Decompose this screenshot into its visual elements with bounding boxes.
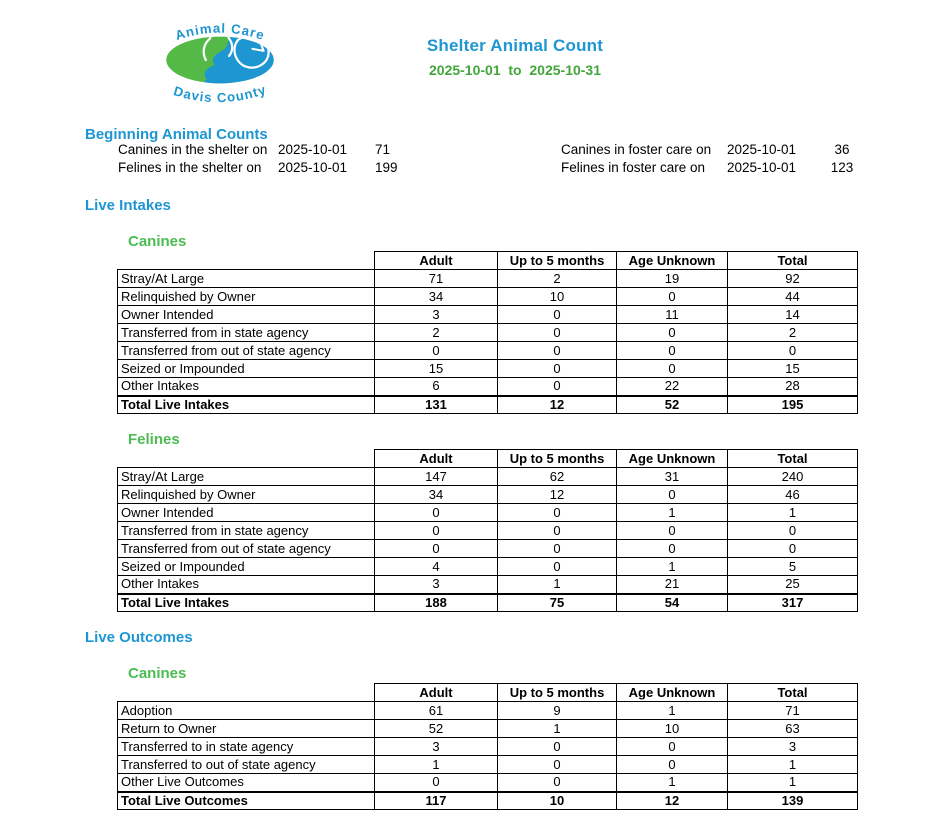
cell-value: 1 <box>728 774 858 792</box>
count-table <box>117 683 858 810</box>
row-label: Relinquished by Owner <box>118 486 375 504</box>
column-header: Total <box>728 450 858 468</box>
row-label: Owner Intended <box>118 504 375 522</box>
table-row <box>118 774 858 792</box>
cell-value: 10 <box>498 288 617 306</box>
cell-value: 0 <box>498 756 617 774</box>
column-header: Up to 5 months <box>498 450 617 468</box>
logo-arc-top-text: Animal Care <box>173 20 267 44</box>
cell-value: 1 <box>617 504 728 522</box>
cell-value: 0 <box>498 558 617 576</box>
count-table <box>117 251 858 414</box>
cell-value: 3 <box>728 738 858 756</box>
cell-value: 15 <box>728 360 858 378</box>
beginning-counts-left <box>118 140 421 176</box>
cell-value: 0 <box>617 540 728 558</box>
column-header: Age Unknown <box>617 684 728 702</box>
row-label: Adoption <box>118 702 375 720</box>
report-date-range: 2025-10-01 to 2025-10-31 <box>429 62 601 78</box>
cell-value: 0 <box>617 756 728 774</box>
row-label: Transferred to out of state agency <box>118 756 375 774</box>
row-label: Seized or Impounded <box>118 360 375 378</box>
column-header: Adult <box>375 450 498 468</box>
cell-value: 195 <box>728 396 858 414</box>
cell-value: 11 <box>617 306 728 324</box>
cell-value: 0 <box>498 504 617 522</box>
row-label: Transferred from in state agency <box>118 324 375 342</box>
cell-value: 75 <box>498 594 617 612</box>
table-row <box>118 702 858 720</box>
beginning-counts-heading: Beginning Animal Counts <box>85 126 268 143</box>
cell-value: 1 <box>498 576 617 594</box>
live-outcomes-heading: Live Outcomes <box>85 629 193 646</box>
table-total-row <box>118 792 858 810</box>
count-value: 199 <box>375 159 398 175</box>
column-header-spacer <box>118 450 375 468</box>
table-header-row <box>118 684 858 702</box>
beginning-counts-right <box>561 140 865 176</box>
column-header: Total <box>728 252 858 270</box>
cell-value: 0 <box>498 324 617 342</box>
row-label: Total Live Intakes <box>118 396 375 414</box>
cell-value: 0 <box>498 360 617 378</box>
row-label: Other Intakes <box>118 576 375 594</box>
table-row <box>118 468 858 486</box>
cell-value: 4 <box>375 558 498 576</box>
column-header: Up to 5 months <box>498 684 617 702</box>
cell-value: 44 <box>728 288 858 306</box>
table-row <box>118 378 858 396</box>
intakes-canines-table <box>117 251 858 414</box>
row-label: Stray/At Large <box>118 468 375 486</box>
cell-value: 0 <box>728 540 858 558</box>
page-title: Shelter Animal Count <box>426 36 604 55</box>
cell-value: 1 <box>728 756 858 774</box>
count-date: 2025-10-01 <box>278 141 348 157</box>
cell-value: 3 <box>375 576 498 594</box>
row-label: Stray/At Large <box>118 270 375 288</box>
table-row <box>118 720 858 738</box>
cell-value: 0 <box>617 738 728 756</box>
count-label: Canines in the shelter on <box>118 141 268 157</box>
intakes-felines-table <box>117 449 858 612</box>
row-label: Return to Owner <box>118 720 375 738</box>
cell-value: 12 <box>617 792 728 810</box>
count-date: 2025-10-01 <box>727 141 797 157</box>
cell-value: 2 <box>375 324 498 342</box>
column-header-spacer <box>118 684 375 702</box>
cell-value: 1 <box>728 504 858 522</box>
cell-value: 0 <box>728 342 858 360</box>
row-label: Transferred from in state agency <box>118 522 375 540</box>
table-header-row <box>118 252 858 270</box>
cell-value: 0 <box>498 342 617 360</box>
count-table <box>117 449 858 612</box>
cell-value: 0 <box>498 522 617 540</box>
cell-value: 2 <box>498 270 617 288</box>
cell-value: 10 <box>617 720 728 738</box>
cell-value: 52 <box>375 720 498 738</box>
cell-value: 0 <box>617 522 728 540</box>
cell-value: 31 <box>617 468 728 486</box>
cell-value: 0 <box>498 774 617 792</box>
cell-value: 3 <box>375 738 498 756</box>
cell-value: 15 <box>375 360 498 378</box>
cell-value: 22 <box>617 378 728 396</box>
cell-value: 52 <box>617 396 728 414</box>
cell-value: 34 <box>375 288 498 306</box>
cell-value: 0 <box>617 288 728 306</box>
cell-value: 25 <box>728 576 858 594</box>
cell-value: 0 <box>375 540 498 558</box>
cell-value: 28 <box>728 378 858 396</box>
intakes-canines-heading: Canines <box>128 233 187 250</box>
cell-value: 92 <box>728 270 858 288</box>
table-row <box>118 558 858 576</box>
count-label: Canines in foster care on <box>561 141 712 157</box>
count-value: 36 <box>834 141 850 157</box>
cell-value: 0 <box>375 522 498 540</box>
column-header: Age Unknown <box>617 450 728 468</box>
count-date: 2025-10-01 <box>278 159 348 175</box>
cell-value: 62 <box>498 468 617 486</box>
cell-value: 0 <box>617 324 728 342</box>
cell-value: 6 <box>375 378 498 396</box>
cell-value: 71 <box>375 270 498 288</box>
cell-value: 3 <box>375 306 498 324</box>
cell-value: 131 <box>375 396 498 414</box>
cell-value: 34 <box>375 486 498 504</box>
cell-value: 21 <box>617 576 728 594</box>
outcomes-canines-heading: Canines <box>128 665 187 682</box>
cell-value: 46 <box>728 486 858 504</box>
table-row <box>118 576 858 594</box>
logo-arc-bottom-text: Davis County <box>171 81 269 106</box>
cell-value: 1 <box>617 774 728 792</box>
cell-value: 63 <box>728 720 858 738</box>
table-row <box>118 522 858 540</box>
logo <box>149 9 291 113</box>
count-value: 123 <box>830 159 854 175</box>
row-label: Seized or Impounded <box>118 558 375 576</box>
cell-value: 0 <box>617 342 728 360</box>
column-header: Total <box>728 684 858 702</box>
table-row <box>118 504 858 522</box>
cell-value: 5 <box>728 558 858 576</box>
table-row <box>118 288 858 306</box>
row-label: Other Live Outcomes <box>118 774 375 792</box>
cell-value: 10 <box>498 792 617 810</box>
row-label: Transferred from out of state agency <box>118 540 375 558</box>
row-label: Transferred to in state agency <box>118 738 375 756</box>
cell-value: 0 <box>728 522 858 540</box>
beginning-count-row <box>118 140 421 158</box>
row-label: Total Live Intakes <box>118 594 375 612</box>
table-row <box>118 324 858 342</box>
column-header: Age Unknown <box>617 252 728 270</box>
table-row <box>118 486 858 504</box>
table-total-row <box>118 396 858 414</box>
live-intakes-heading: Live Intakes <box>85 197 171 214</box>
intakes-felines-heading: Felines <box>128 431 180 448</box>
cell-value: 0 <box>498 738 617 756</box>
cell-value: 9 <box>498 702 617 720</box>
cell-value: 0 <box>375 504 498 522</box>
table-row <box>118 738 858 756</box>
table-header-row <box>118 450 858 468</box>
cell-value: 188 <box>375 594 498 612</box>
beginning-count-row <box>561 140 865 158</box>
cell-value: 61 <box>375 702 498 720</box>
count-label: Felines in foster care on <box>561 159 706 175</box>
table-row <box>118 342 858 360</box>
report-header <box>350 36 680 78</box>
beginning-count-row <box>561 158 865 176</box>
cell-value: 0 <box>375 774 498 792</box>
cell-value: 1 <box>617 702 728 720</box>
cell-value: 317 <box>728 594 858 612</box>
row-label: Transferred from out of state agency <box>118 342 375 360</box>
count-label: Felines in the shelter on <box>118 159 262 175</box>
column-header: Up to 5 months <box>498 252 617 270</box>
row-label: Other Intakes <box>118 378 375 396</box>
cell-value: 0 <box>617 360 728 378</box>
table-row <box>118 360 858 378</box>
cell-value: 19 <box>617 270 728 288</box>
cell-value: 12 <box>498 396 617 414</box>
row-label: Relinquished by Owner <box>118 288 375 306</box>
count-date: 2025-10-01 <box>727 159 797 175</box>
column-header: Adult <box>375 252 498 270</box>
cell-value: 117 <box>375 792 498 810</box>
column-header: Adult <box>375 684 498 702</box>
row-label: Owner Intended <box>118 306 375 324</box>
cell-value: 14 <box>728 306 858 324</box>
cell-value: 1 <box>498 720 617 738</box>
cell-value: 12 <box>498 486 617 504</box>
table-row <box>118 756 858 774</box>
cell-value: 0 <box>498 306 617 324</box>
cell-value: 54 <box>617 594 728 612</box>
table-row <box>118 270 858 288</box>
cell-value: 71 <box>728 702 858 720</box>
table-row <box>118 540 858 558</box>
row-label: Total Live Outcomes <box>118 792 375 810</box>
cell-value: 0 <box>498 378 617 396</box>
column-header-spacer <box>118 252 375 270</box>
cell-value: 2 <box>728 324 858 342</box>
cell-value: 1 <box>375 756 498 774</box>
cell-value: 0 <box>375 342 498 360</box>
table-row <box>118 306 858 324</box>
cell-value: 139 <box>728 792 858 810</box>
count-value: 71 <box>375 141 391 157</box>
cell-value: 240 <box>728 468 858 486</box>
cell-value: 147 <box>375 468 498 486</box>
outcomes-canines-table <box>117 683 858 810</box>
beginning-count-row <box>118 158 421 176</box>
cell-value: 0 <box>498 540 617 558</box>
table-total-row <box>118 594 858 612</box>
cell-value: 0 <box>617 486 728 504</box>
cell-value: 1 <box>617 558 728 576</box>
